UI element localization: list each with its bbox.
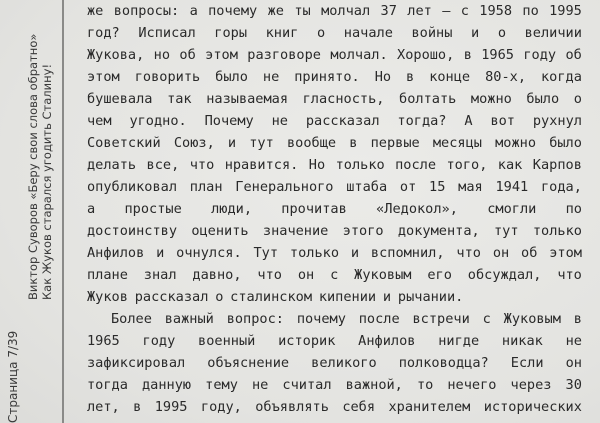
text-line: опубликовал план Генерального штаба от 15 мая 1941 года,	[87, 179, 582, 195]
text-line: же вопросы: а почему же ты молчал 37 лет – с 1958 по 1995	[87, 3, 582, 19]
text-line: лет, в 1995 году, объявлять себя хранителем исторических	[87, 399, 582, 415]
text-line: тогда данную тему не считал важной, то нечего через 30	[87, 377, 582, 393]
text-line: чем угодно. Почему не рассказал тогда? А вот рухнул	[87, 113, 582, 129]
body-text	[87, 0, 582, 423]
text-line: Советский Союз, и тут вообще в первые месяцы можно было	[87, 135, 582, 151]
text-line: год? Исписал горы книг о начале войны и о величии	[87, 25, 582, 41]
book-title: Виктор Суворов «Беру свои слова обратно»	[26, 33, 40, 300]
text-line: Жукова, но об этом разговоре молчал. Хорошо, в 1965 году об	[87, 47, 582, 63]
text-line: Более важный вопрос: почему после встречи с Жуковым в	[111, 311, 582, 327]
text-line: Жуков рассказал о сталинском кипении и рычании.	[87, 289, 464, 305]
text-line: плане знал давно, что он с Жуковым его обсуждал, что	[87, 267, 582, 283]
text-line: бушевала так называемая гласность, болтать можно было о	[87, 91, 582, 107]
text-line: 1965 году военный историк Анфилов нигде никак не	[87, 333, 582, 349]
paragraph	[87, 308, 582, 418]
text-line: этом говорить было не принято. Но в конце 80-х, когда	[87, 69, 582, 85]
text-line: Анфилов и очнулся. Тут только и вспомнил, что он об этом	[87, 245, 582, 261]
chapter-title: Как Жуков старался угодить Сталину!	[40, 63, 54, 300]
margin-divider	[62, 0, 64, 423]
text-line: достоинству оценить значение этого документа, тут только	[87, 223, 582, 239]
text-line: а простые люди, прочитав «Ледокол», смогли по	[87, 201, 582, 217]
text-line: зафиксировал объяснение великого полководца? Если он	[87, 355, 582, 371]
paragraph	[87, 0, 582, 308]
text-line: делать все, что нравится. Но только после того, как Карпов	[87, 157, 582, 173]
page-number: Страница 7/39	[6, 330, 20, 423]
